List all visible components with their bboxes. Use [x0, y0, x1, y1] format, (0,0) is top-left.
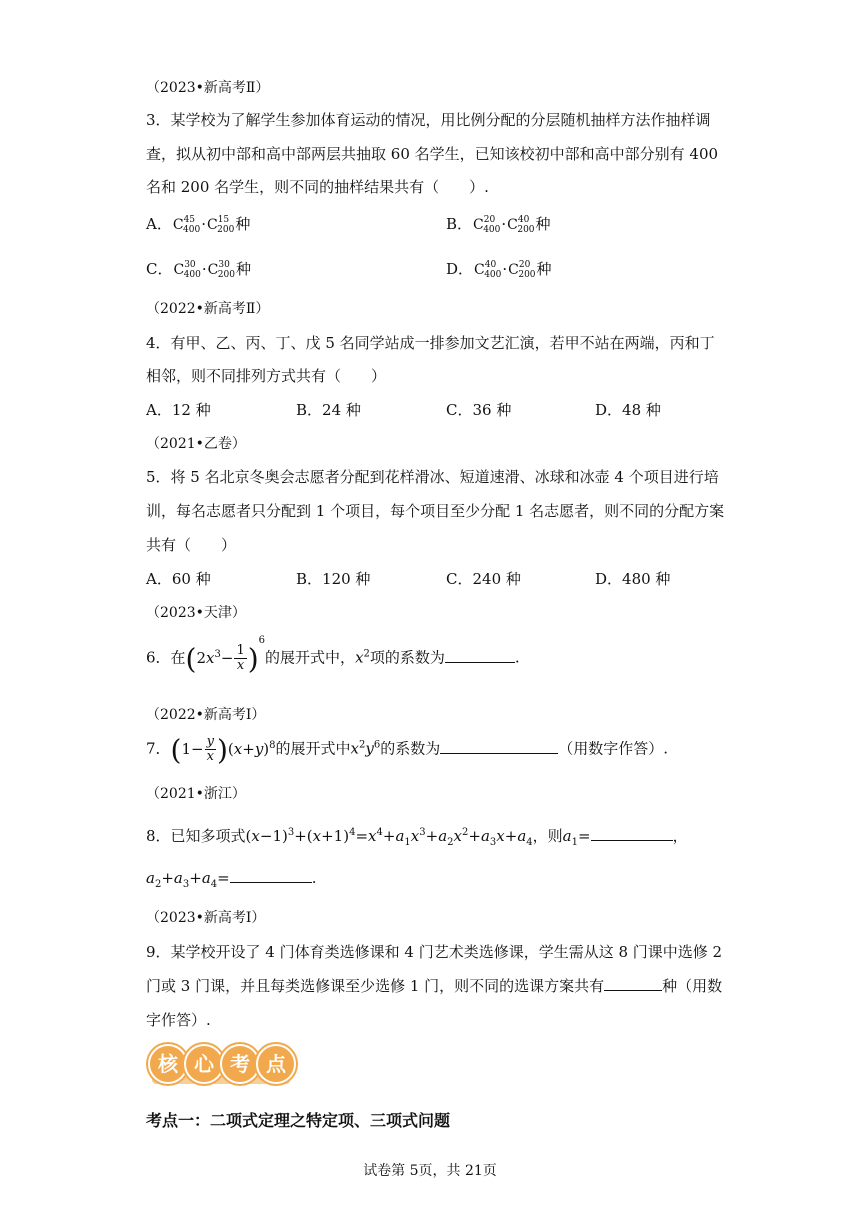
source-q7: （2022•新高考Ⅰ） [146, 707, 266, 723]
q4-option-b[interactable]: B．24 种 [296, 401, 361, 419]
q4-text-line2: 相邻，则不同排列方式共有（ ） [146, 367, 387, 385]
q3-option-b[interactable]: B．$C^{20}_{400}\cdot C^{40}_{200}$种 [446, 215, 551, 235]
q4-option-c[interactable]: C．36 种 [446, 401, 512, 419]
q3-option-c[interactable]: C．$C^{30}_{400}\cdot C^{30}_{200}$种 [146, 260, 251, 280]
q4-option-d[interactable]: D．48 种 [595, 401, 661, 419]
source-q9: （2023•新高考Ⅰ） [146, 910, 266, 926]
section-heading: 考点一：二项式定理之特定项、三项式问题 [146, 1111, 451, 1130]
answer-blank[interactable] [440, 739, 558, 754]
q6-text: 6．在($2x^3-$ $\frac{1}{x}$ )$^6$的展开式中，$x^2$项的系数为 . [146, 634, 520, 675]
q3-text-line3: 名和 200 名学生，则不同的抽样结果共有（ ）. [146, 178, 489, 196]
answer-blank-a1[interactable] [591, 826, 673, 841]
badge-char: 点 [256, 1044, 296, 1084]
q4-text-line1: 4．有甲、乙、丙、丁、戊 5 名同学站成一排参加文艺汇演，若甲不站在两端，丙和丁 [146, 334, 715, 352]
q5-option-b[interactable]: B．120 种 [296, 570, 371, 588]
source-q3: （2023•新高考Ⅱ） [146, 80, 270, 96]
q8-text-line2: $a_2+a_3+a_4=$ . [146, 869, 317, 890]
source-q5: （2021•乙卷） [146, 436, 246, 452]
answer-blank[interactable] [604, 976, 662, 991]
q6-formula: ($2x^3-$ $\frac{1}{x}$ )$^6$ [185, 634, 266, 675]
answer-blank-sum[interactable] [230, 868, 312, 883]
source-q8: （2021•浙江） [146, 786, 246, 802]
q5-text-line3: 共有（ ） [146, 536, 237, 554]
q7-formula: (1− $\frac{y}{x}$ )$(x+y)^8$ [170, 733, 276, 766]
q5-text-line1: 5．将 5 名北京冬奥会志愿者分配到花样滑冰、短道速滑、冰球和冰壶 4 个项目进行培 [146, 468, 719, 486]
q5-option-a[interactable]: A．60 种 [146, 570, 211, 588]
q3-text-line1: 3．某学校为了解学生参加体育运动的情况，用比例分配的分层随机抽样方法作抽样调 [146, 111, 711, 129]
q9-text-line3: 字作答）. [146, 1011, 211, 1029]
q5-option-c[interactable]: C．240 种 [446, 570, 521, 588]
q9-text-line2: 门或 3 门课，并且每类选修课至少选修 1 门，则不同的选课方案共有 种（用数 [146, 977, 723, 995]
page-footer: 试卷第 5页，共 21页 [363, 1163, 497, 1179]
q5-option-d[interactable]: D．480 种 [595, 570, 671, 588]
q5-text-line2: 训，每名志愿者只分配到 1 个项目，每个项目至少分配 1 名志愿者，则不同的分配方案 [146, 502, 725, 520]
q8-text-line1: 8．已知多项式$(x-1)^3+(x+1)^4=x^4+a_1x^3+a_2x^2+a_3x+a_4$，则$a_1=$ ， [146, 827, 688, 848]
core-points-badge [146, 1042, 296, 1088]
q3-option-d[interactable]: D．$C^{40}_{400}\cdot C^{20}_{200}$种 [446, 260, 552, 280]
source-q4: （2022•新高考Ⅱ） [146, 301, 270, 317]
q3-text-line2: 查，拟从初中部和高中部两层共抽取 60 名学生，已知该校初中部和高中部分别有 400 [146, 145, 719, 163]
q7-text: 7．(1− $\frac{y}{x}$ )$(x+y)^8$的展开式中$x^2y^6$的系数为 （用数字作答）. [146, 733, 669, 766]
q3-option-a[interactable]: A．$C^{45}_{400}\cdot C^{15}_{200}$种 [146, 215, 251, 235]
q8-formula: $(x-1)^3+(x+1)^4=x^4+a_1x^3+a_2x^2+a_3x+a_4$ [245, 827, 533, 848]
q4-option-a[interactable]: A．12 种 [146, 401, 211, 419]
badge-char: 核 [148, 1044, 188, 1084]
badge-char: 心 [184, 1044, 224, 1084]
badge-char: 考 [220, 1044, 260, 1084]
answer-blank[interactable] [445, 648, 515, 663]
q9-text-line1: 9．某学校开设了 4 门体育类选修课和 4 门艺术类选修课，学生需从这 8 门课中选修 2 [146, 943, 723, 961]
source-q6: （2023•天津） [146, 605, 246, 621]
